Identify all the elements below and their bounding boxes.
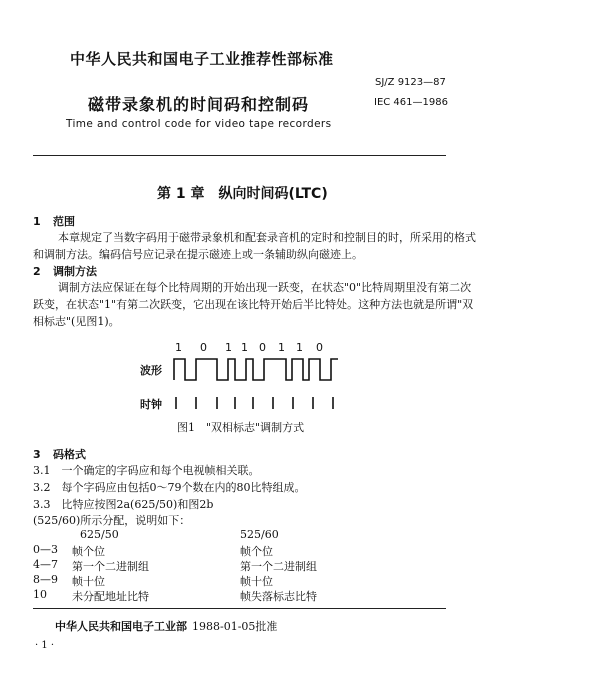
clause-3-2: 3.2 每个字码应由包括0～79个数在内的80比特组成。: [33, 481, 306, 494]
section-1-paragraph-line-2: 和调制方法。编码信号应记录在提示磁迹上或一条辅助纵向磁迹上。: [33, 248, 363, 261]
table-cell-525: 帧十位: [240, 575, 273, 588]
figure-caption: 图1 "双相标志"调制方式: [177, 421, 305, 434]
table-cell-625: 帧个位: [72, 545, 105, 558]
header-divider: [33, 155, 446, 156]
footer-divider: [33, 608, 446, 609]
section-3-title: 码格式: [53, 448, 86, 461]
table-cell-bits: 10: [33, 588, 47, 601]
approval-date: 1988-01-05批准: [192, 620, 278, 633]
bit-label: 0: [316, 341, 323, 354]
section-2-number: 2: [33, 265, 41, 278]
bit-label: 1: [296, 341, 303, 354]
table-cell-625: 未分配地址比特: [72, 590, 149, 603]
bit-label: 0: [259, 341, 266, 354]
section-1-paragraph-line-1: 本章规定了当数字码用于磁带录象机和配套录音机的定时和控制目的时，所采用的格式: [58, 231, 476, 244]
page-number: · 1 ·: [35, 640, 55, 651]
clock-ticks: [172, 395, 342, 411]
standard-org-title: 中华人民共和国电子工业推荐性部标准: [70, 50, 334, 68]
section-1-title: 范围: [53, 215, 75, 228]
iec-number: IEC 461—1986: [374, 97, 448, 108]
table-cell-525: 帧失落标志比特: [240, 590, 317, 603]
table-cell-525: 帧个位: [240, 545, 273, 558]
clock-label: 时钟: [140, 398, 162, 411]
section-3-number: 3: [33, 448, 41, 461]
table-cell-bits: 0—3: [33, 543, 58, 556]
waveform-label: 波形: [140, 364, 162, 377]
section-2-paragraph-line-2: 跃变，在状态"1"有第二次跃变，它出现在该比特开始后半比特处。这种方法也就是所谓"双: [33, 298, 474, 311]
chapter-heading: 第 1 章 纵向时间码(LTC): [157, 186, 328, 202]
bit-allocation-table: [33, 528, 393, 604]
section-2-paragraph-line-1: 调制方法应保证在每个比特周期的开始出现一跃变，在状态"0"比特周期里没有第二次: [58, 281, 472, 294]
bit-label: 1: [278, 341, 285, 354]
table-header-525: 525/60: [240, 528, 279, 541]
section-1-number: 1: [33, 215, 41, 228]
document-title: 磁带录象机的时间码和控制码: [88, 95, 310, 114]
section-2-title: 调制方法: [53, 265, 97, 278]
standard-number: SJ/Z 9123—87: [375, 77, 446, 88]
clause-3-3-line-1: 3.3 比特应按图2a(625/50)和图2b: [33, 498, 214, 511]
clause-3-3-line-2: (525/60)所示分配，说明如下：: [33, 514, 191, 527]
issuing-authority: 中华人民共和国电子工业部: [55, 620, 187, 633]
table-cell-525: 第一个二进制组: [240, 560, 317, 573]
section-2-paragraph-line-3: 相标志"(见图1)。: [33, 315, 120, 328]
clause-3-1: 3.1 一个确定的字码应和每个电视帧相关联。: [33, 464, 260, 477]
document-title-english: Time and control code for video tape recorders: [66, 118, 332, 130]
table-header-625: 625/50: [80, 528, 119, 541]
bit-label: 0: [200, 341, 207, 354]
table-cell-bits: 8—9: [33, 573, 58, 586]
bit-label: 1: [175, 341, 182, 354]
bit-label: 1: [225, 341, 232, 354]
table-row: [33, 588, 393, 605]
bit-label: 1: [241, 341, 248, 354]
table-cell-bits: 4—7: [33, 558, 58, 571]
table-cell-625: 第一个二进制组: [72, 560, 149, 573]
figure-bit-sequence: [175, 341, 335, 355]
table-cell-625: 帧十位: [72, 575, 105, 588]
biphase-waveform: [172, 356, 342, 382]
